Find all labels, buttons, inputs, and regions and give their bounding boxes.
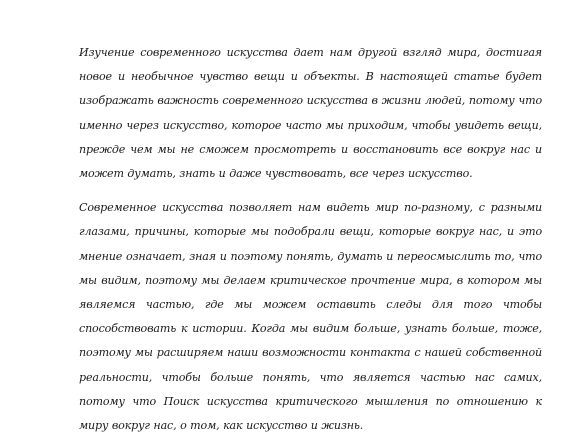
- paragraph-1: Изучение современного искусства дает нам другой взгляд мира, достигая новое и необычное чувство вещи и объекты. В настоящей статье будет изображать важность современного искусства в жизни людей, потому что именно через искусство, которое часто мы приходим, чтобы увидеть вещи, прежде чем мы не сможем просмотреть и восстановить все вокруг нас и может думать, знать и даже чувствовать, все через искусство.: [79, 46, 542, 181]
- paragraph-2: Современное искусства позволяет нам видеть мир по-разному, с разными глазами, причины, которые мы подобрали вещи, которые вокруг нас, и это мнение означает, зная и поэтому понять, думать и переосмыслить то, что мы видим, поэтому мы делаем критическое прочтение мира, в котором мы являемся частью, где мы можем оставить следы для того чтобы способствовать к истории. Когда мы видим больше, узнать больше, тоже, поэтому мы расширяем наши возможности контакта с нашей собственной реальности, чтобы больше понять, что является частью нас самих, потому что Поиск искусства критического мышления по отношению к миру вокруг нас, о том, как искусство и жизнь.: [79, 201, 542, 433]
- document-body: [79, 41, 542, 438]
